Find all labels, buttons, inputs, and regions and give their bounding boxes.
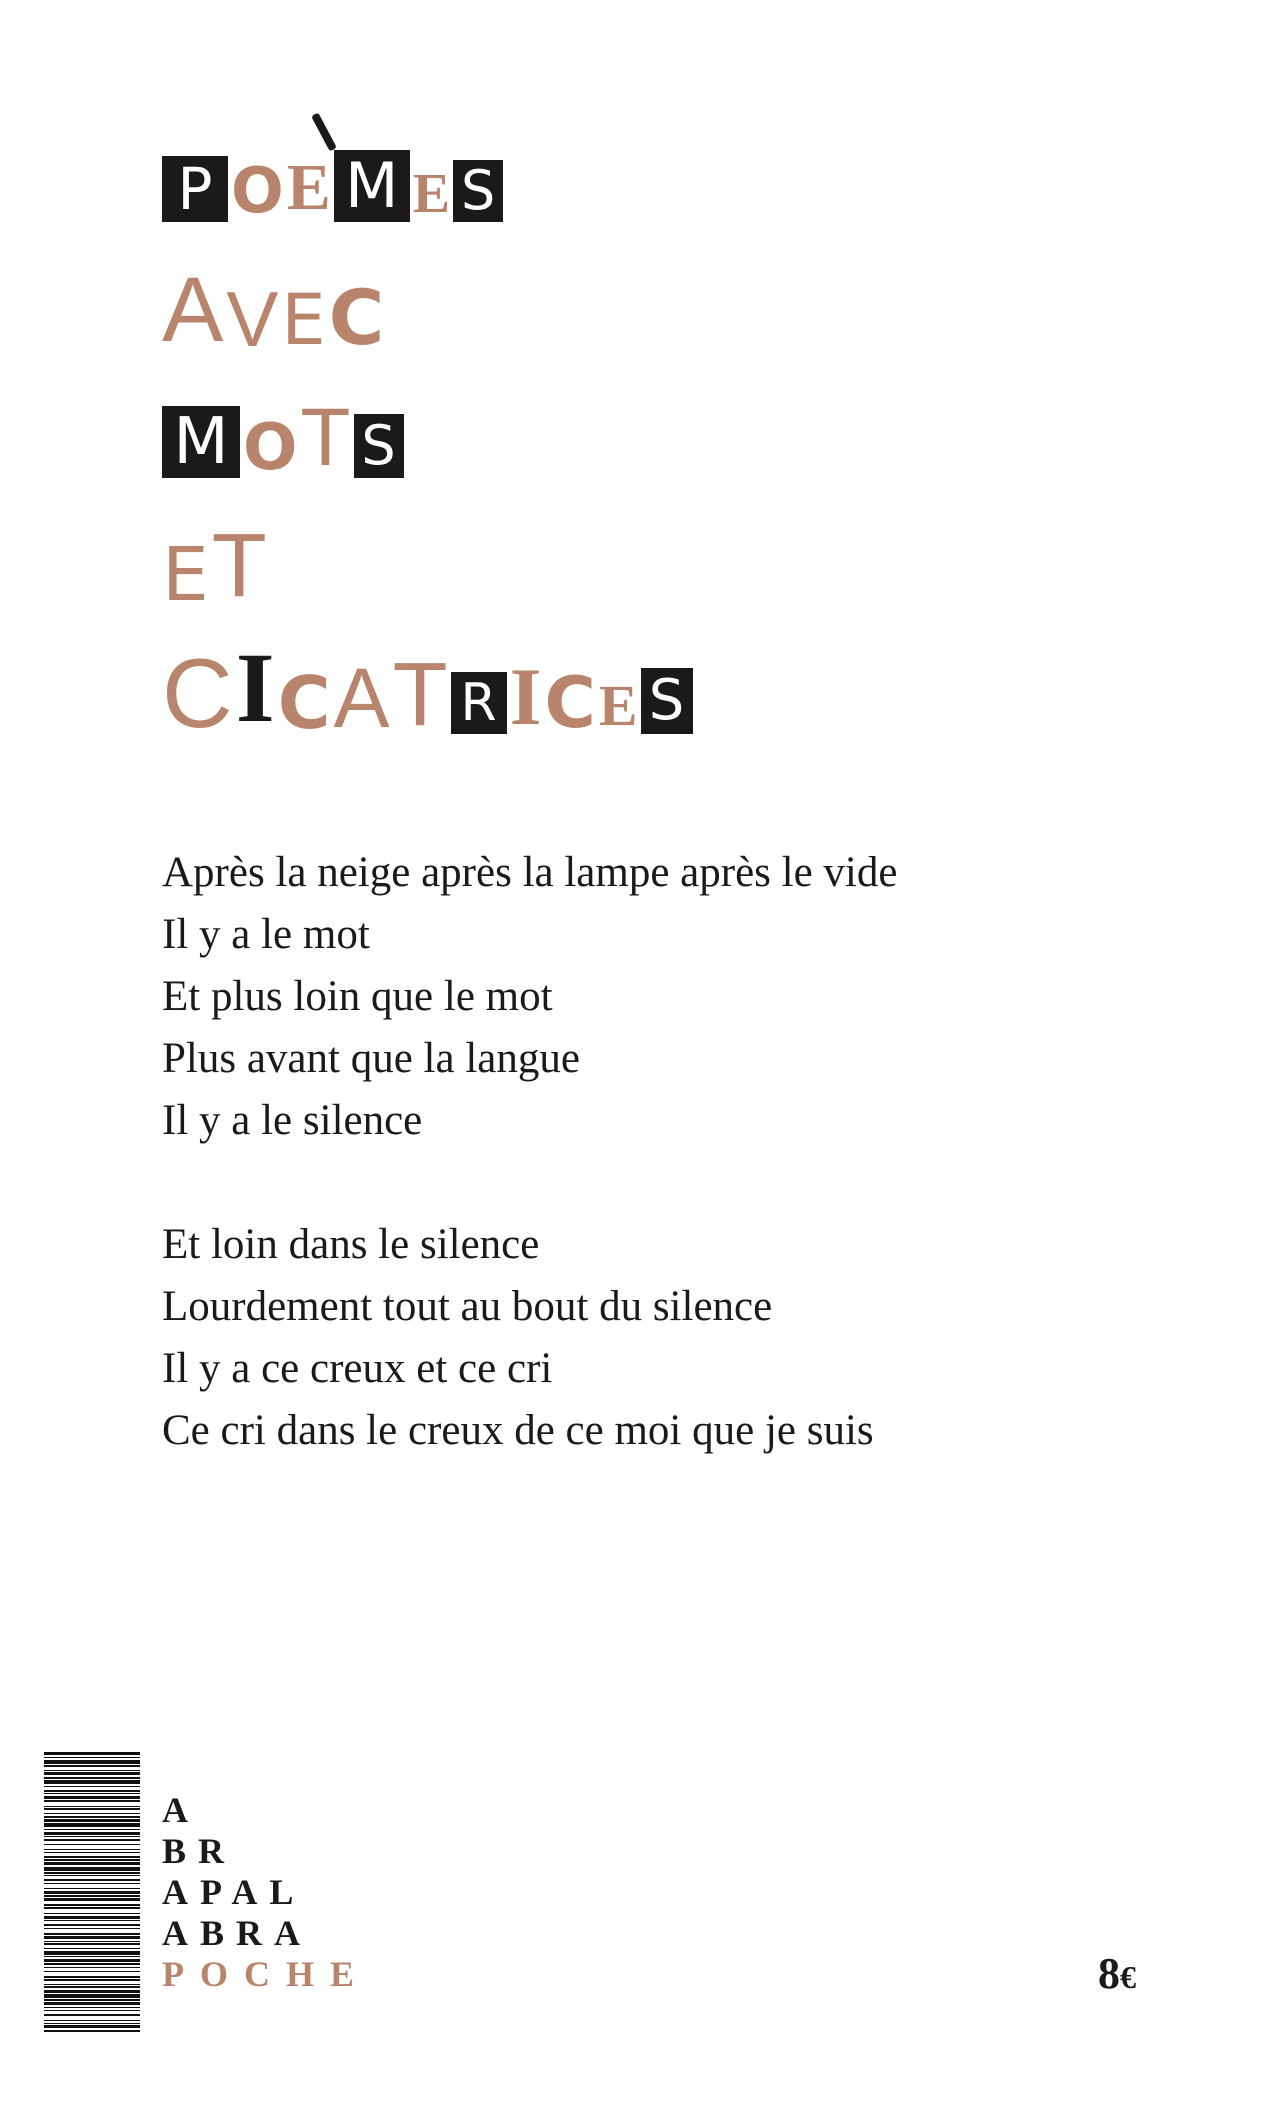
- publisher-line: APAL: [162, 1872, 306, 1912]
- title-letter: T: [300, 392, 351, 483]
- barcode-bar: [44, 2030, 140, 2032]
- title-word-et: [162, 494, 696, 618]
- title-letter: E: [598, 673, 638, 738]
- title-letter: A: [162, 259, 224, 361]
- title-letter: T: [392, 645, 448, 745]
- poem-verse: Il y a le mot: [162, 911, 370, 958]
- title-letter: E: [281, 279, 326, 361]
- title-word-mots: [162, 366, 696, 485]
- title-letter: C: [162, 638, 233, 748]
- price-amount: 8: [1098, 1949, 1120, 1998]
- publisher-collection: POCHE: [162, 1954, 371, 1994]
- title-letter: O: [231, 154, 284, 227]
- publisher-line: A: [162, 1790, 200, 1830]
- price-label: [1098, 1948, 1136, 1999]
- title-letter: M: [162, 406, 240, 478]
- title-letter: A: [333, 651, 390, 745]
- title-letter: O: [243, 411, 298, 485]
- title-letter: M: [334, 150, 410, 222]
- title-letter: E: [286, 151, 331, 224]
- poem-verse: Lourdement tout au bout du silence: [162, 1283, 773, 1330]
- poem-verse: Et loin dans le silence: [162, 1221, 540, 1268]
- poem-verse: Et plus loin que le mot: [162, 973, 553, 1020]
- poem-stanza-1: [162, 842, 897, 1152]
- title-letter: V: [226, 275, 279, 363]
- title-word-cicatrices: [162, 622, 696, 748]
- poem-text: [162, 842, 897, 1524]
- poem-verse: Il y a ce creux et ce cri: [162, 1345, 553, 1392]
- title-letter: C: [277, 661, 331, 745]
- title-letter: S: [354, 414, 404, 478]
- title-letter: E: [162, 532, 209, 618]
- title-letter: T: [211, 516, 267, 616]
- title-letter: C: [544, 662, 596, 744]
- poem-verse: Après la neige après la lampe après le vide: [162, 849, 898, 896]
- title-letter: I: [509, 651, 542, 742]
- poem-verse: Plus avant que la langue: [162, 1035, 580, 1082]
- title-letter: C: [328, 273, 385, 362]
- grave-accent-mark: [311, 112, 337, 151]
- publisher-line: BR: [162, 1831, 237, 1871]
- title-letter: P: [162, 156, 228, 222]
- poem-verse: Il y a le silence: [162, 1097, 423, 1144]
- book-title: [162, 110, 696, 750]
- title-letter: S: [453, 160, 503, 222]
- publisher-line: ABRA: [162, 1913, 313, 1953]
- barcode-icon: [44, 1752, 140, 2032]
- title-word-poemes: [162, 110, 696, 227]
- price-currency: €: [1120, 1959, 1136, 1995]
- title-letter: I: [235, 632, 275, 743]
- title-letter: E: [412, 163, 451, 225]
- poem-verse: Ce cri dans le creux de ce moi que je suis: [162, 1407, 874, 1454]
- publisher-logo: [162, 1790, 370, 1995]
- title-letter: S: [641, 668, 693, 734]
- poem-stanza-2: [162, 1214, 897, 1462]
- title-word-avec: [162, 238, 696, 363]
- title-letter: R: [451, 672, 507, 734]
